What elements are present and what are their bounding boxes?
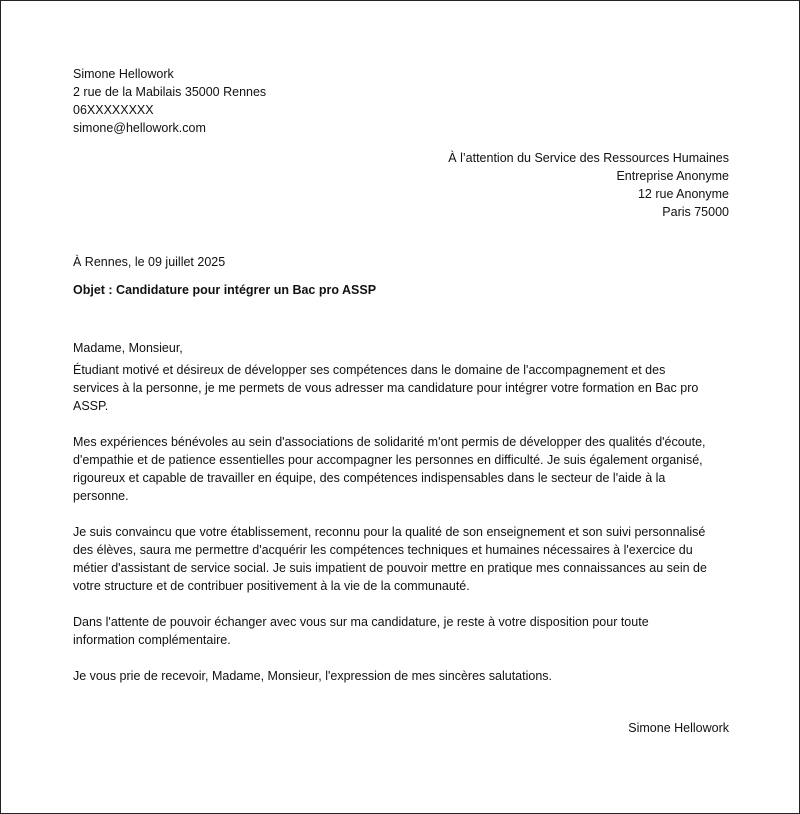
paragraph-line: votre structure et de contribuer positivement à la vie de la communauté. (73, 579, 470, 593)
sender-email: simone@hellowork.com (73, 121, 206, 135)
salutation: Madame, Monsieur, (73, 341, 183, 355)
recipient-street: 12 rue Anonyme (637, 187, 729, 201)
sender-block (73, 65, 729, 137)
recipient-attention: À l’attention du Service des Ressources Humaines (448, 151, 729, 165)
recipient-block (73, 149, 729, 221)
signature: Simone Hellowork (628, 721, 729, 735)
paragraph-line: ASSP. (73, 399, 109, 413)
paragraph-line: services à la personne, je me permets de vous adresser ma candidature pour intégrer votre formation en Bac pro (73, 381, 699, 395)
paragraph-line: information complémentaire. (73, 633, 231, 647)
body-paragraph (73, 523, 729, 595)
paragraph-line: d'empathie et de patience essentielles pour accompagner les personnes en difficulté. Je suis également organisé, (73, 453, 703, 467)
subject-line: Objet : Candidature pour intégrer un Bac pro ASSP (73, 283, 377, 297)
body-paragraph (73, 667, 729, 685)
sender-name: Simone Hellowork (73, 67, 174, 81)
sender-address: 2 rue de la Mabilais 35000 Rennes (73, 85, 267, 99)
paragraph-line: Mes expériences bénévoles au sein d'associations de solidarité m'ont permis de développer des qualités d'écoute, (73, 435, 706, 449)
paragraph-line: Je suis convaincu que votre établissement, reconnu pour la qualité de son enseignement et son suivi personnalisé (73, 525, 706, 539)
paragraph-line: personne. (73, 489, 129, 503)
recipient-company: Entreprise Anonyme (616, 169, 729, 183)
paragraph-line: Dans l'attente de pouvoir échanger avec vous sur ma candidature, je reste à votre disposition pour toute (73, 615, 649, 629)
body-paragraph (73, 361, 729, 415)
body-paragraph (73, 433, 729, 505)
recipient-city: Paris 75000 (662, 205, 729, 219)
paragraph-line: métier d'assistant de service social. Je suis impatient de pouvoir mettre en pratique mes connaissances au sein de (73, 561, 707, 575)
letter-content (73, 65, 729, 737)
date-line: À Rennes, le 09 juillet 2025 (73, 255, 226, 269)
letter-body (73, 361, 729, 685)
paragraph-line: rigoureux et capable de travailler en équipe, des compétences indispensables dans le secteur de l'aide à la (73, 471, 666, 485)
paragraph-line: Étudiant motivé et désireux de développer ses compétences dans le domaine de l'accompagnement et des (73, 363, 666, 377)
body-paragraph (73, 613, 729, 649)
paragraph-line: Je vous prie de recevoir, Madame, Monsieur, l'expression de mes sincères salutations. (73, 669, 553, 683)
paragraph-line: des élèves, saura me permettre d'acquérir les compétences techniques et humaines nécessaires à l'exercice du (73, 543, 693, 557)
sender-phone: 06XXXXXXXX (73, 103, 154, 117)
